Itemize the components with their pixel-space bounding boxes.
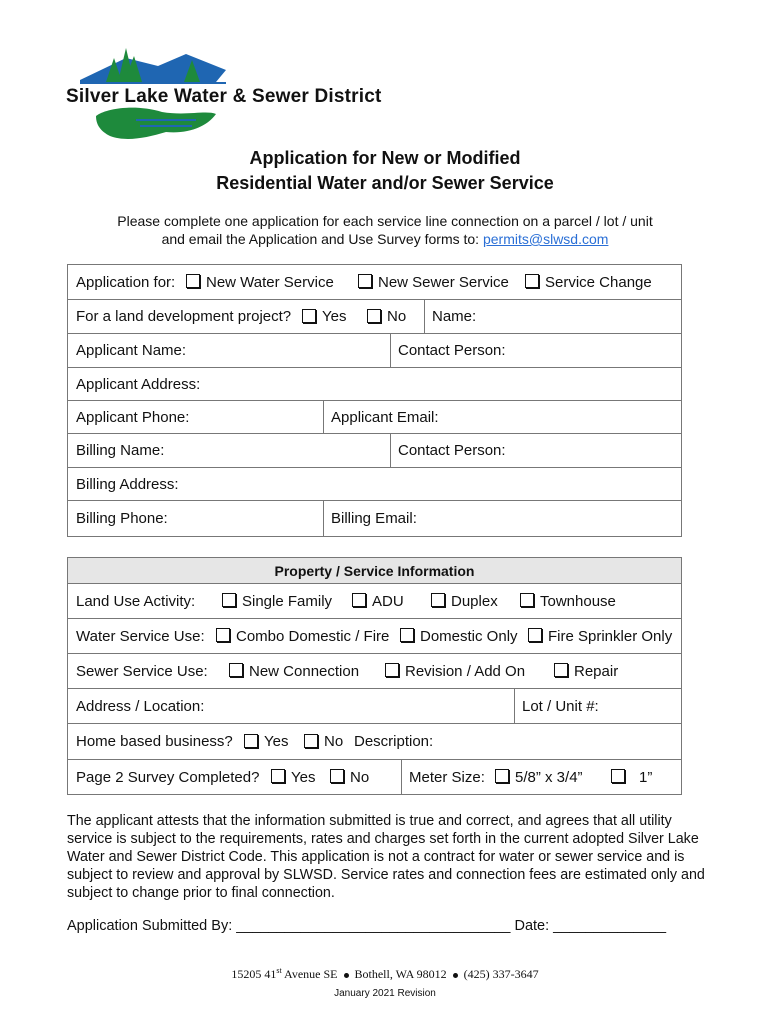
home-business-yes-option[interactable]: Yes xyxy=(244,724,288,759)
single-family-option[interactable]: Single Family xyxy=(222,584,332,618)
checkbox[interactable] xyxy=(330,769,344,783)
address-row xyxy=(68,688,681,723)
applicant-name-field[interactable]: Applicant Name: xyxy=(76,342,187,359)
home-business-row: Home based business? Yes No Description: xyxy=(68,723,681,759)
survey-meter-row: Page 2 Survey Completed? Yes No Meter Size: 5/8” x 3/4” 1” xyxy=(68,759,681,794)
description-field[interactable]: Description: xyxy=(354,733,434,750)
property-header-row xyxy=(68,558,681,583)
applicant-info-table xyxy=(67,264,682,537)
water-use-row: Water Service Use: Combo Domestic / Fire Domestic Only Fire Sprinkler Only xyxy=(68,618,681,653)
repair-option[interactable]: Repair xyxy=(554,654,618,688)
checkbox[interactable] xyxy=(367,309,381,323)
submitted-by-line[interactable]: Application Submitted By: __________________________________ Date: ______________ xyxy=(67,918,667,934)
form-title-line-2: Residential Water and/or Sewer Service xyxy=(216,173,554,193)
checkbox[interactable] xyxy=(525,274,539,288)
instructions-line-1: Please complete one application for each service line connection on a parcel / lot / unit xyxy=(117,213,653,229)
checkbox[interactable] xyxy=(229,663,243,677)
survey-no-option[interactable]: No xyxy=(330,760,369,794)
applicant-phone-field[interactable]: Applicant Phone: xyxy=(76,408,190,426)
checkbox[interactable] xyxy=(216,628,230,642)
project-name-field[interactable]: Name: xyxy=(432,308,477,325)
combo-domestic-fire-option[interactable]: Combo Domestic / Fire xyxy=(216,619,389,653)
form-title-line-1: Application for New or Modified xyxy=(249,148,521,168)
checkbox[interactable] xyxy=(385,663,399,677)
revision-date: January 2021 Revision xyxy=(334,988,436,999)
property-info-table xyxy=(67,557,682,795)
land-use-row: Land Use Activity: Single Family ADU Duplex Townhouse xyxy=(68,583,681,618)
meter-1-inch-option[interactable]: 1” xyxy=(611,760,652,794)
new-connection-option[interactable]: New Connection xyxy=(229,654,359,688)
new-sewer-service-option[interactable]: New Sewer Service xyxy=(358,265,509,299)
applicant-address-field[interactable]: Applicant Address: xyxy=(76,375,201,393)
billing-phone-field[interactable]: Billing Phone: xyxy=(76,510,168,527)
bullet-icon xyxy=(453,973,458,978)
checkbox[interactable] xyxy=(528,628,542,642)
checkbox[interactable] xyxy=(611,769,625,783)
checkbox[interactable] xyxy=(271,769,285,783)
applicant-name-row xyxy=(68,333,681,367)
land-dev-no-option[interactable]: No xyxy=(367,300,406,333)
checkbox[interactable] xyxy=(186,274,200,288)
checkbox[interactable] xyxy=(358,274,372,288)
domestic-only-option[interactable]: Domestic Only xyxy=(400,619,518,653)
billing-name-row xyxy=(68,433,681,467)
billing-phone-row xyxy=(68,500,681,536)
fire-sprinkler-only-option[interactable]: Fire Sprinkler Only xyxy=(528,619,672,653)
checkbox[interactable] xyxy=(554,663,568,677)
survey-yes-option[interactable]: Yes xyxy=(271,760,315,794)
new-water-service-option[interactable]: New Water Service xyxy=(186,265,334,299)
checkbox[interactable] xyxy=(431,593,445,607)
address-location-field[interactable]: Address / Location: xyxy=(76,697,205,715)
bullet-icon xyxy=(344,973,349,978)
checkbox[interactable] xyxy=(400,628,414,642)
permits-email-link[interactable]: permits@slwsd.com xyxy=(482,231,609,247)
adu-option[interactable]: ADU xyxy=(352,584,404,618)
checkbox[interactable] xyxy=(222,593,236,607)
contact-person-field[interactable]: Contact Person: xyxy=(398,342,506,359)
applicant-email-field[interactable]: Applicant Email: xyxy=(331,408,439,426)
checkbox[interactable] xyxy=(304,734,318,748)
district-name: Silver Lake Water & Sewer District xyxy=(66,86,382,107)
applicant-address-row xyxy=(68,367,681,400)
application-for-row: Application for: New Water Service New Sewer Service Service Change xyxy=(68,265,681,299)
instructions-line-2: and email the Application and Use Survey forms to: permits@slwsd.com xyxy=(161,231,609,247)
duplex-option[interactable]: Duplex xyxy=(431,584,498,618)
land-development-row: For a land development project? Yes No Name: xyxy=(68,299,681,333)
sewer-use-row: Sewer Service Use: New Connection Revision / Add On Repair xyxy=(68,653,681,688)
lot-unit-field[interactable]: Lot / Unit #: xyxy=(522,697,599,715)
checkbox[interactable] xyxy=(520,593,534,607)
checkbox[interactable] xyxy=(495,769,509,783)
meter-5-8-option[interactable]: 5/8” x 3/4” xyxy=(495,760,583,794)
attestation-text: The applicant attests that the information submitted is true and correct, and agrees that all utility service is subject to the requirements, rates and charges set forth in the current adopted Silver Lake Water and Sewer District Code. This application is not a contract for water or sewer service and is subject to review and approval by SLWSD. Service rates and connection fees are estimated only and subject to change prior to final connection. xyxy=(67,813,705,901)
checkbox[interactable] xyxy=(244,734,258,748)
billing-name-field[interactable]: Billing Name: xyxy=(76,442,165,459)
revision-add-on-option[interactable]: Revision / Add On xyxy=(385,654,525,688)
billing-address-field[interactable]: Billing Address: xyxy=(76,475,179,493)
townhouse-option[interactable]: Townhouse xyxy=(520,584,616,618)
home-business-no-option[interactable]: No xyxy=(304,724,343,759)
land-dev-yes-option[interactable]: Yes xyxy=(302,300,346,333)
service-change-option[interactable]: Service Change xyxy=(525,265,652,299)
checkbox[interactable] xyxy=(352,593,366,607)
checkbox[interactable] xyxy=(302,309,316,323)
district-address: 15205 41st Avenue SE Bothell, WA 98012 (425) 337-3647 xyxy=(231,966,539,981)
applicant-phone-row xyxy=(68,400,681,433)
billing-contact-field[interactable]: Contact Person: xyxy=(398,442,506,459)
billing-address-row xyxy=(68,467,681,500)
section-header: Property / Service Information xyxy=(68,558,681,583)
billing-email-field[interactable]: Billing Email: xyxy=(331,510,417,527)
